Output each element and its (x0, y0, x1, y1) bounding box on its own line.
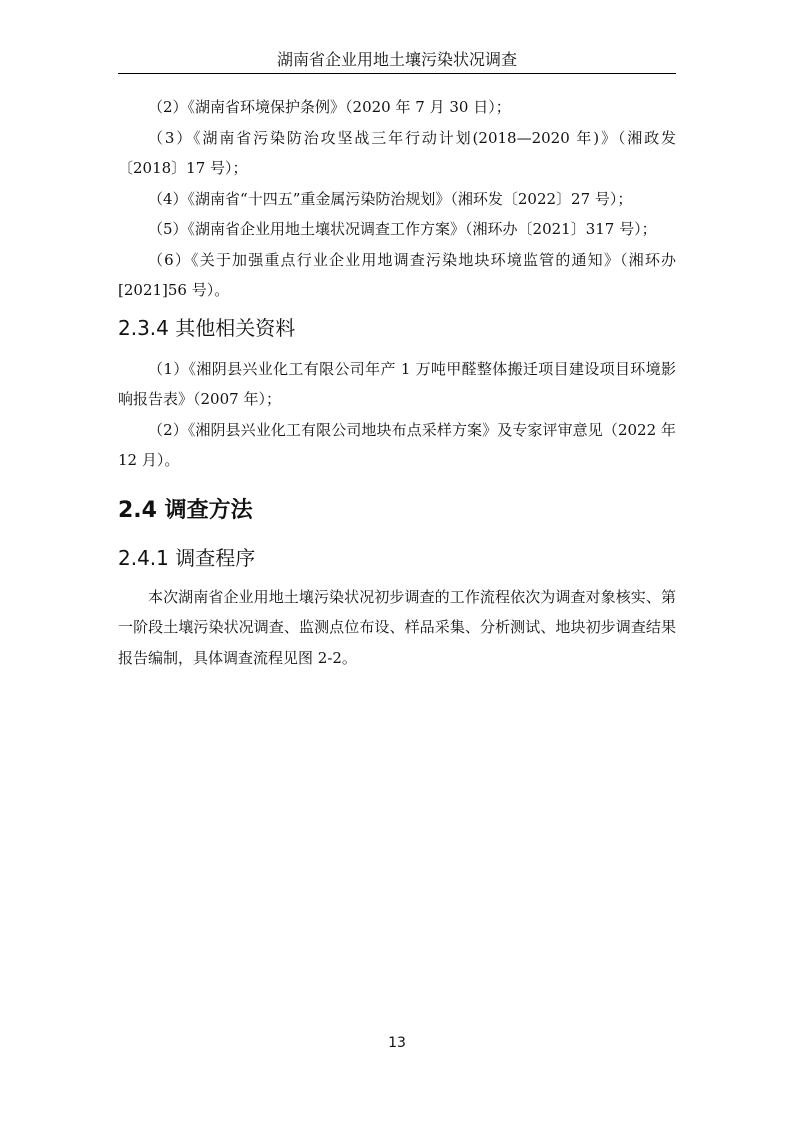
section-2-3-4-heading: 2.3.4 其他相关资料 (118, 315, 296, 340)
reference-item-2: （2）《湘阴县兴业化工有限公司地块布点采样方案》及专家评审意见（2022 年 12 月）。 (118, 420, 676, 469)
regulation-item-2: （2）《湖南省环境保护条例》（2020 年 7 月 30 日）； (148, 98, 511, 116)
running-header: 湖南省企业用地土壤污染状况调查 (276, 50, 517, 69)
regulation-item-5: （5）《湖南省企业用地土壤状况调查工作方案》（湘环办〔2021〕317 号）； (148, 220, 657, 238)
regulation-item-6: （6）《关于加强重点行业企业用地调查污染地块环境监管的通知》（湘环办[2021]56 号）。 (118, 250, 676, 299)
section-2-4-heading: 2.4 调查方法 (118, 497, 253, 523)
survey-procedure-paragraph: 本次湖南省企业用地土壤污染状况初步调查的工作流程依次为调查对象核实、第一阶段土壤污染状况调查、监测点位布设、样品采集、分析测试、地块初步调查结果报告编制，具体调查流程见图 2-2。 (118, 587, 676, 667)
reference-item-1: （1）《湘阴县兴业化工有限公司年产 1 万吨甲醛整体搬迁项目建设项目环境影响报告表》（2007 年）； (118, 359, 676, 408)
page-number: 13 (388, 1035, 406, 1051)
regulation-item-3: （3）《湖南省污染防治攻坚战三年行动计划(2018—2020 年)》（湘政发〔2018〕17 号）； (118, 128, 676, 177)
header-rule (118, 73, 676, 74)
section-2-4-1-heading: 2.4.1 调查程序 (118, 545, 256, 570)
regulation-item-4: （4）《湖南省“十四五”重金属污染防治规划》（湘环发〔2022〕27 号）； (148, 189, 633, 208)
page-content (118, 92, 676, 673)
